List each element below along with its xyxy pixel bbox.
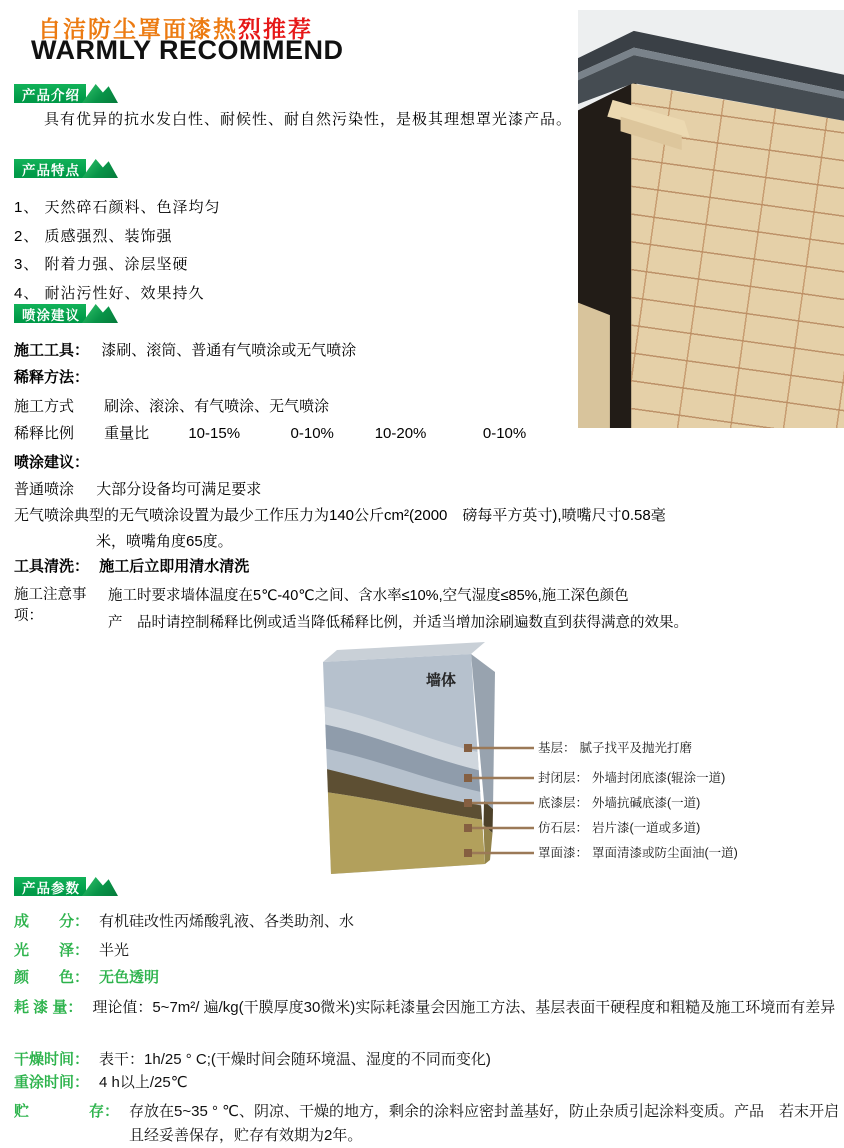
page-title-english: WARMLY RECOMMEND bbox=[31, 35, 344, 65]
tools-line bbox=[14, 339, 356, 360]
normal-spray-label: 普通喷涂 bbox=[14, 481, 75, 498]
notice-text bbox=[108, 583, 840, 637]
param-value: 无色透明 bbox=[99, 969, 160, 986]
callout-desc: 罩面清漆或防尘面油(一道) bbox=[592, 846, 738, 860]
title-red-part: 烈推荐 bbox=[238, 16, 313, 42]
method-value: 刷涂、滚涂、有气喷涂、无气喷涂 bbox=[104, 398, 330, 415]
section-badge-spray bbox=[14, 304, 118, 323]
airless-spray-line2: 米，喷嘴角度65度。 bbox=[96, 533, 233, 550]
notice-line1: 施工时要求墙体温度在5℃-40℃之间、含水率≤10%,空气湿度≤85%,施工深色颜色 bbox=[108, 588, 629, 604]
param-label: 重涂时间： bbox=[14, 1074, 90, 1091]
param-value: 存放在5~35 ° ℃、阴凉、干燥的地方，剩余的涂料应密封盖基好，防止杂质引起涂料变质。产品 若末开启且经妥善保存，贮存有效期为2年。 bbox=[129, 1103, 839, 1144]
feature-item: 1、 天然碎石颜料、色泽均匀 bbox=[14, 199, 221, 216]
callout-name: 底漆层： bbox=[538, 796, 589, 810]
callout-label bbox=[538, 770, 725, 785]
callout-label bbox=[538, 820, 700, 835]
callout-desc: 腻子找平及抛光打磨 bbox=[579, 741, 693, 755]
tools-label: 施工工具： bbox=[14, 342, 90, 359]
feature-item: 2、 质感强烈、装饰强 bbox=[14, 228, 173, 245]
ratio-cell: 0-10% bbox=[482, 425, 527, 442]
clean-label: 工具清洗： bbox=[14, 558, 90, 575]
param-value: 半光 bbox=[99, 942, 130, 959]
normal-spray-line bbox=[14, 478, 261, 499]
dilution-ratio-line bbox=[14, 422, 526, 443]
ratio-cell: 稀释比例 bbox=[14, 425, 75, 442]
airless-spray-line1: 无气喷涂典型的无气喷涂设置为最少工作压力为140公斤cm²(2000 磅每平方英寸),喷嘴尺寸0.58毫 bbox=[14, 507, 666, 524]
param-value: 4 h以上/25℃ bbox=[99, 1074, 188, 1091]
ratio-cell: 10-15% bbox=[188, 425, 241, 442]
badge-params-label: 产品参数 bbox=[14, 877, 86, 896]
param-value: 表干：1h/25 ° C;(干燥时间会随环境温、湿度的不同而变化) bbox=[99, 1051, 491, 1068]
param-row-color bbox=[14, 966, 840, 990]
badge-mountain-icon bbox=[82, 304, 118, 323]
building-corner-photo bbox=[578, 10, 844, 428]
wall-layers-diagram bbox=[298, 641, 744, 883]
callout-desc: 外墙封闭底漆(辊涂一道) bbox=[592, 771, 726, 785]
callout-label bbox=[538, 795, 700, 810]
notice-line2: 产 品时请控制稀释比例或适当降低稀释比例，并适当增加涂刷遍数直到获得满意的效果。 bbox=[108, 615, 688, 631]
param-label: 成 分： bbox=[14, 913, 90, 930]
section-badge-intro bbox=[14, 84, 118, 103]
callout-desc: 外墙抗碱底漆(一道) bbox=[592, 796, 701, 810]
section-badge-features bbox=[14, 159, 118, 178]
param-row-drying-time bbox=[14, 1048, 840, 1072]
feature-item: 3、 附着力强、涂层坚硬 bbox=[14, 256, 189, 273]
layers-diagram-svg bbox=[298, 641, 744, 883]
normal-spray-value: 大部分设备均可满足要求 bbox=[96, 481, 262, 498]
feature-item: 4、 耐沾污性好、效果持久 bbox=[14, 285, 205, 302]
param-label: 颜 色： bbox=[14, 969, 90, 986]
param-label: 耗 漆 量： bbox=[14, 999, 83, 1016]
badge-spray-label: 喷涂建议 bbox=[14, 304, 86, 323]
spray-advice-label: 喷涂建议： bbox=[14, 454, 90, 471]
param-label: 光 泽： bbox=[14, 942, 90, 959]
param-row-coverage bbox=[14, 996, 840, 1020]
application-method-line bbox=[14, 395, 329, 416]
param-label: 干燥时间： bbox=[14, 1051, 90, 1068]
construction-notice bbox=[14, 583, 840, 637]
callout-desc: 岩片漆(一道或多道) bbox=[592, 821, 701, 835]
ratio-cell: 10-20% bbox=[374, 425, 427, 442]
callout-name: 仿石层： bbox=[538, 821, 589, 835]
param-value: 有机硅改性丙烯酸乳液、各类助剂、水 bbox=[99, 913, 355, 930]
callout-label bbox=[538, 740, 692, 755]
clean-value: 施工后立即用清水清洗 bbox=[99, 558, 250, 575]
section-badge-params bbox=[14, 877, 118, 896]
badge-mountain-icon bbox=[82, 159, 118, 178]
param-row-composition bbox=[14, 910, 840, 934]
badge-mountain-icon bbox=[82, 877, 118, 896]
callout-name: 基层： bbox=[538, 741, 576, 755]
callout-name: 封闭层： bbox=[538, 771, 589, 785]
param-row-gloss bbox=[14, 939, 840, 963]
ratio-cell: 0-10% bbox=[290, 425, 334, 442]
tool-cleaning-line bbox=[14, 555, 249, 576]
intro-paragraph: 具有优异的抗水发白性、耐候性、耐自然污染性，是极其理想罩光漆产品。 bbox=[44, 111, 573, 128]
dilution-method-label: 稀释方法： bbox=[14, 369, 90, 386]
badge-intro-label: 产品介绍 bbox=[14, 84, 86, 103]
title-orange-part: 自洁防尘罩面漆热 bbox=[38, 16, 238, 42]
callout-name: 罩面漆： bbox=[538, 846, 589, 860]
badge-features-label: 产品特点 bbox=[14, 159, 86, 178]
badge-mountain-icon bbox=[82, 84, 118, 103]
diagram-wall-label: 墙体 bbox=[426, 672, 457, 689]
param-row-storage bbox=[14, 1100, 840, 1148]
callout-label bbox=[538, 845, 738, 860]
param-row-recoat-time bbox=[14, 1071, 840, 1095]
param-value: 理论值：5~7m²/ 遍/kg(干膜厚度30微米)实际耗漆量会因施工方法、基层表面干硬程度和粗糙及施工环境而有差异 bbox=[92, 999, 836, 1016]
ratio-cell: 重量比 bbox=[104, 425, 150, 442]
tools-value: 漆刷、滚筒、普通有气喷涂或无气喷涂 bbox=[101, 342, 357, 359]
notice-label: 施工注意事项： bbox=[14, 587, 87, 624]
method-label: 施工方式 bbox=[14, 398, 75, 415]
param-label: 贮 存： bbox=[14, 1103, 120, 1120]
